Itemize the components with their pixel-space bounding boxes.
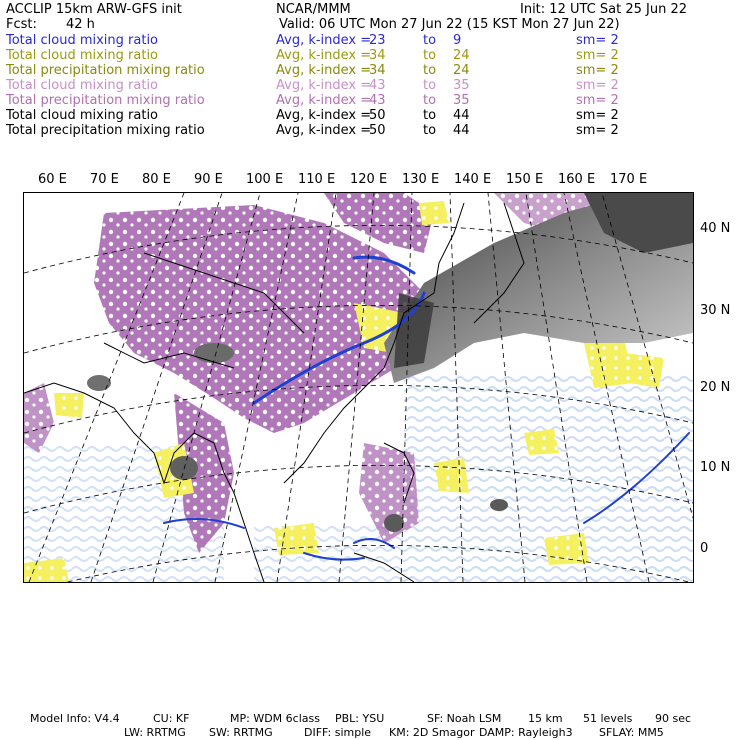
footer-item: SFLAY: MM5 — [599, 726, 664, 739]
legend-smoothing: sm= 2 — [576, 93, 619, 108]
map-panel — [23, 192, 694, 583]
legend-k-start: 34 — [369, 48, 386, 63]
legend-smoothing: sm= 2 — [576, 123, 619, 138]
longitude-label: 90 E — [194, 172, 223, 187]
longitude-label: 80 E — [142, 172, 171, 187]
model-title: ACCLIP 15km ARW-GFS init — [6, 2, 182, 17]
valid-time: Valid: 06 UTC Mon 27 Jun 22 (15 KST Mon 27 Jun 22) — [279, 17, 620, 32]
legend-avg-label: Avg, k-index = — [276, 108, 372, 123]
footer-item: LW: RRTMG — [124, 726, 186, 739]
legend-k-end: 24 — [453, 63, 470, 78]
legend-k-start: 50 — [369, 108, 386, 123]
legend-row — [6, 108, 736, 123]
legend-smoothing: sm= 2 — [576, 108, 619, 123]
legend-row — [6, 123, 736, 138]
legend-field: Total cloud mixing ratio — [6, 78, 159, 93]
longitude-label: 120 E — [350, 172, 388, 187]
footer-item: 90 sec — [655, 712, 692, 725]
legend-avg-label: Avg, k-index = — [276, 93, 372, 108]
init-time: Init: 12 UTC Sat 25 Jun 22 — [520, 2, 687, 17]
legend-smoothing: sm= 2 — [576, 48, 619, 63]
fcst-value: 42 h — [66, 17, 95, 32]
legend-to: to — [423, 33, 437, 48]
fcst-label: Fcst: — [6, 17, 37, 32]
legend-k-end: 44 — [453, 108, 470, 123]
legend-k-end: 44 — [453, 123, 470, 138]
longitude-label: 70 E — [90, 172, 119, 187]
legend-field: Total precipitation mixing ratio — [6, 63, 205, 78]
legend-to: to — [423, 108, 437, 123]
legend-field: Total cloud mixing ratio — [6, 33, 159, 48]
footer-item: KM: 2D Smagor — [389, 726, 475, 739]
legend-field: Total cloud mixing ratio — [6, 48, 159, 63]
legend-k-end: 24 — [453, 48, 470, 63]
footer-item: PBL: YSU — [335, 712, 385, 725]
footer-item: Model Info: V4.4 — [30, 712, 120, 725]
legend-field: Total cloud mixing ratio — [6, 108, 159, 123]
latitude-label: 30 N — [700, 303, 731, 318]
legend-row — [6, 93, 736, 108]
legend-k-start: 43 — [369, 78, 386, 93]
legend-to: to — [423, 123, 437, 138]
legend-avg-label: Avg, k-index = — [276, 78, 372, 93]
legend-field: Total precipitation mixing ratio — [6, 123, 205, 138]
legend-to: to — [423, 48, 437, 63]
org-label: NCAR/MMM — [276, 2, 351, 17]
footer-item: MP: WDM 6class — [230, 712, 320, 725]
longitude-label: 130 E — [402, 172, 440, 187]
legend-avg-label: Avg, k-index = — [276, 48, 372, 63]
legend-smoothing: sm= 2 — [576, 78, 619, 93]
longitude-label: 60 E — [38, 172, 67, 187]
footer-item: 15 km — [528, 712, 563, 725]
footer-item: SF: Noah LSM — [427, 712, 502, 725]
legend-smoothing: sm= 2 — [576, 33, 619, 48]
legend-k-end: 35 — [453, 93, 470, 108]
legend-to: to — [423, 93, 437, 108]
legend-smoothing: sm= 2 — [576, 63, 619, 78]
longitude-label: 140 E — [454, 172, 492, 187]
longitude-label: 170 E — [610, 172, 648, 187]
legend-field: Total precipitation mixing ratio — [6, 93, 205, 108]
legend-row — [6, 48, 736, 63]
ocean-cloud-streaks — [24, 373, 693, 582]
legend-avg-label: Avg, k-index = — [276, 63, 372, 78]
latitude-label: 10 N — [700, 460, 731, 475]
footer-item: 51 levels — [583, 712, 633, 725]
legend-k-start: 23 — [369, 33, 386, 48]
legend-avg-label: Avg, k-index = — [276, 33, 372, 48]
legend-k-start: 34 — [369, 63, 386, 78]
footer-item: DAMP: Rayleigh3 — [479, 726, 573, 739]
latitude-label: 20 N — [700, 380, 731, 395]
longitude-label: 110 E — [298, 172, 336, 187]
footer-item: CU: KF — [153, 712, 190, 725]
footer-item: SW: RRTMG — [209, 726, 273, 739]
legend-avg-label: Avg, k-index = — [276, 123, 372, 138]
legend-row — [6, 33, 736, 48]
latitude-label: 40 N — [700, 221, 731, 236]
legend-k-start: 43 — [369, 93, 386, 108]
legend-k-start: 50 — [369, 123, 386, 138]
legend-to: to — [423, 78, 437, 93]
latitude-label: 0 — [700, 541, 709, 556]
longitude-label: 100 E — [246, 172, 284, 187]
legend-k-end: 35 — [453, 78, 470, 93]
footer-item: DIFF: simple — [304, 726, 372, 739]
legend-row — [6, 63, 736, 78]
longitude-label: 150 E — [506, 172, 544, 187]
longitude-label: 160 E — [558, 172, 596, 187]
legend-row — [6, 78, 736, 93]
legend-k-end: 9 — [453, 33, 462, 48]
legend-to: to — [423, 63, 437, 78]
map-canvas — [24, 193, 693, 582]
